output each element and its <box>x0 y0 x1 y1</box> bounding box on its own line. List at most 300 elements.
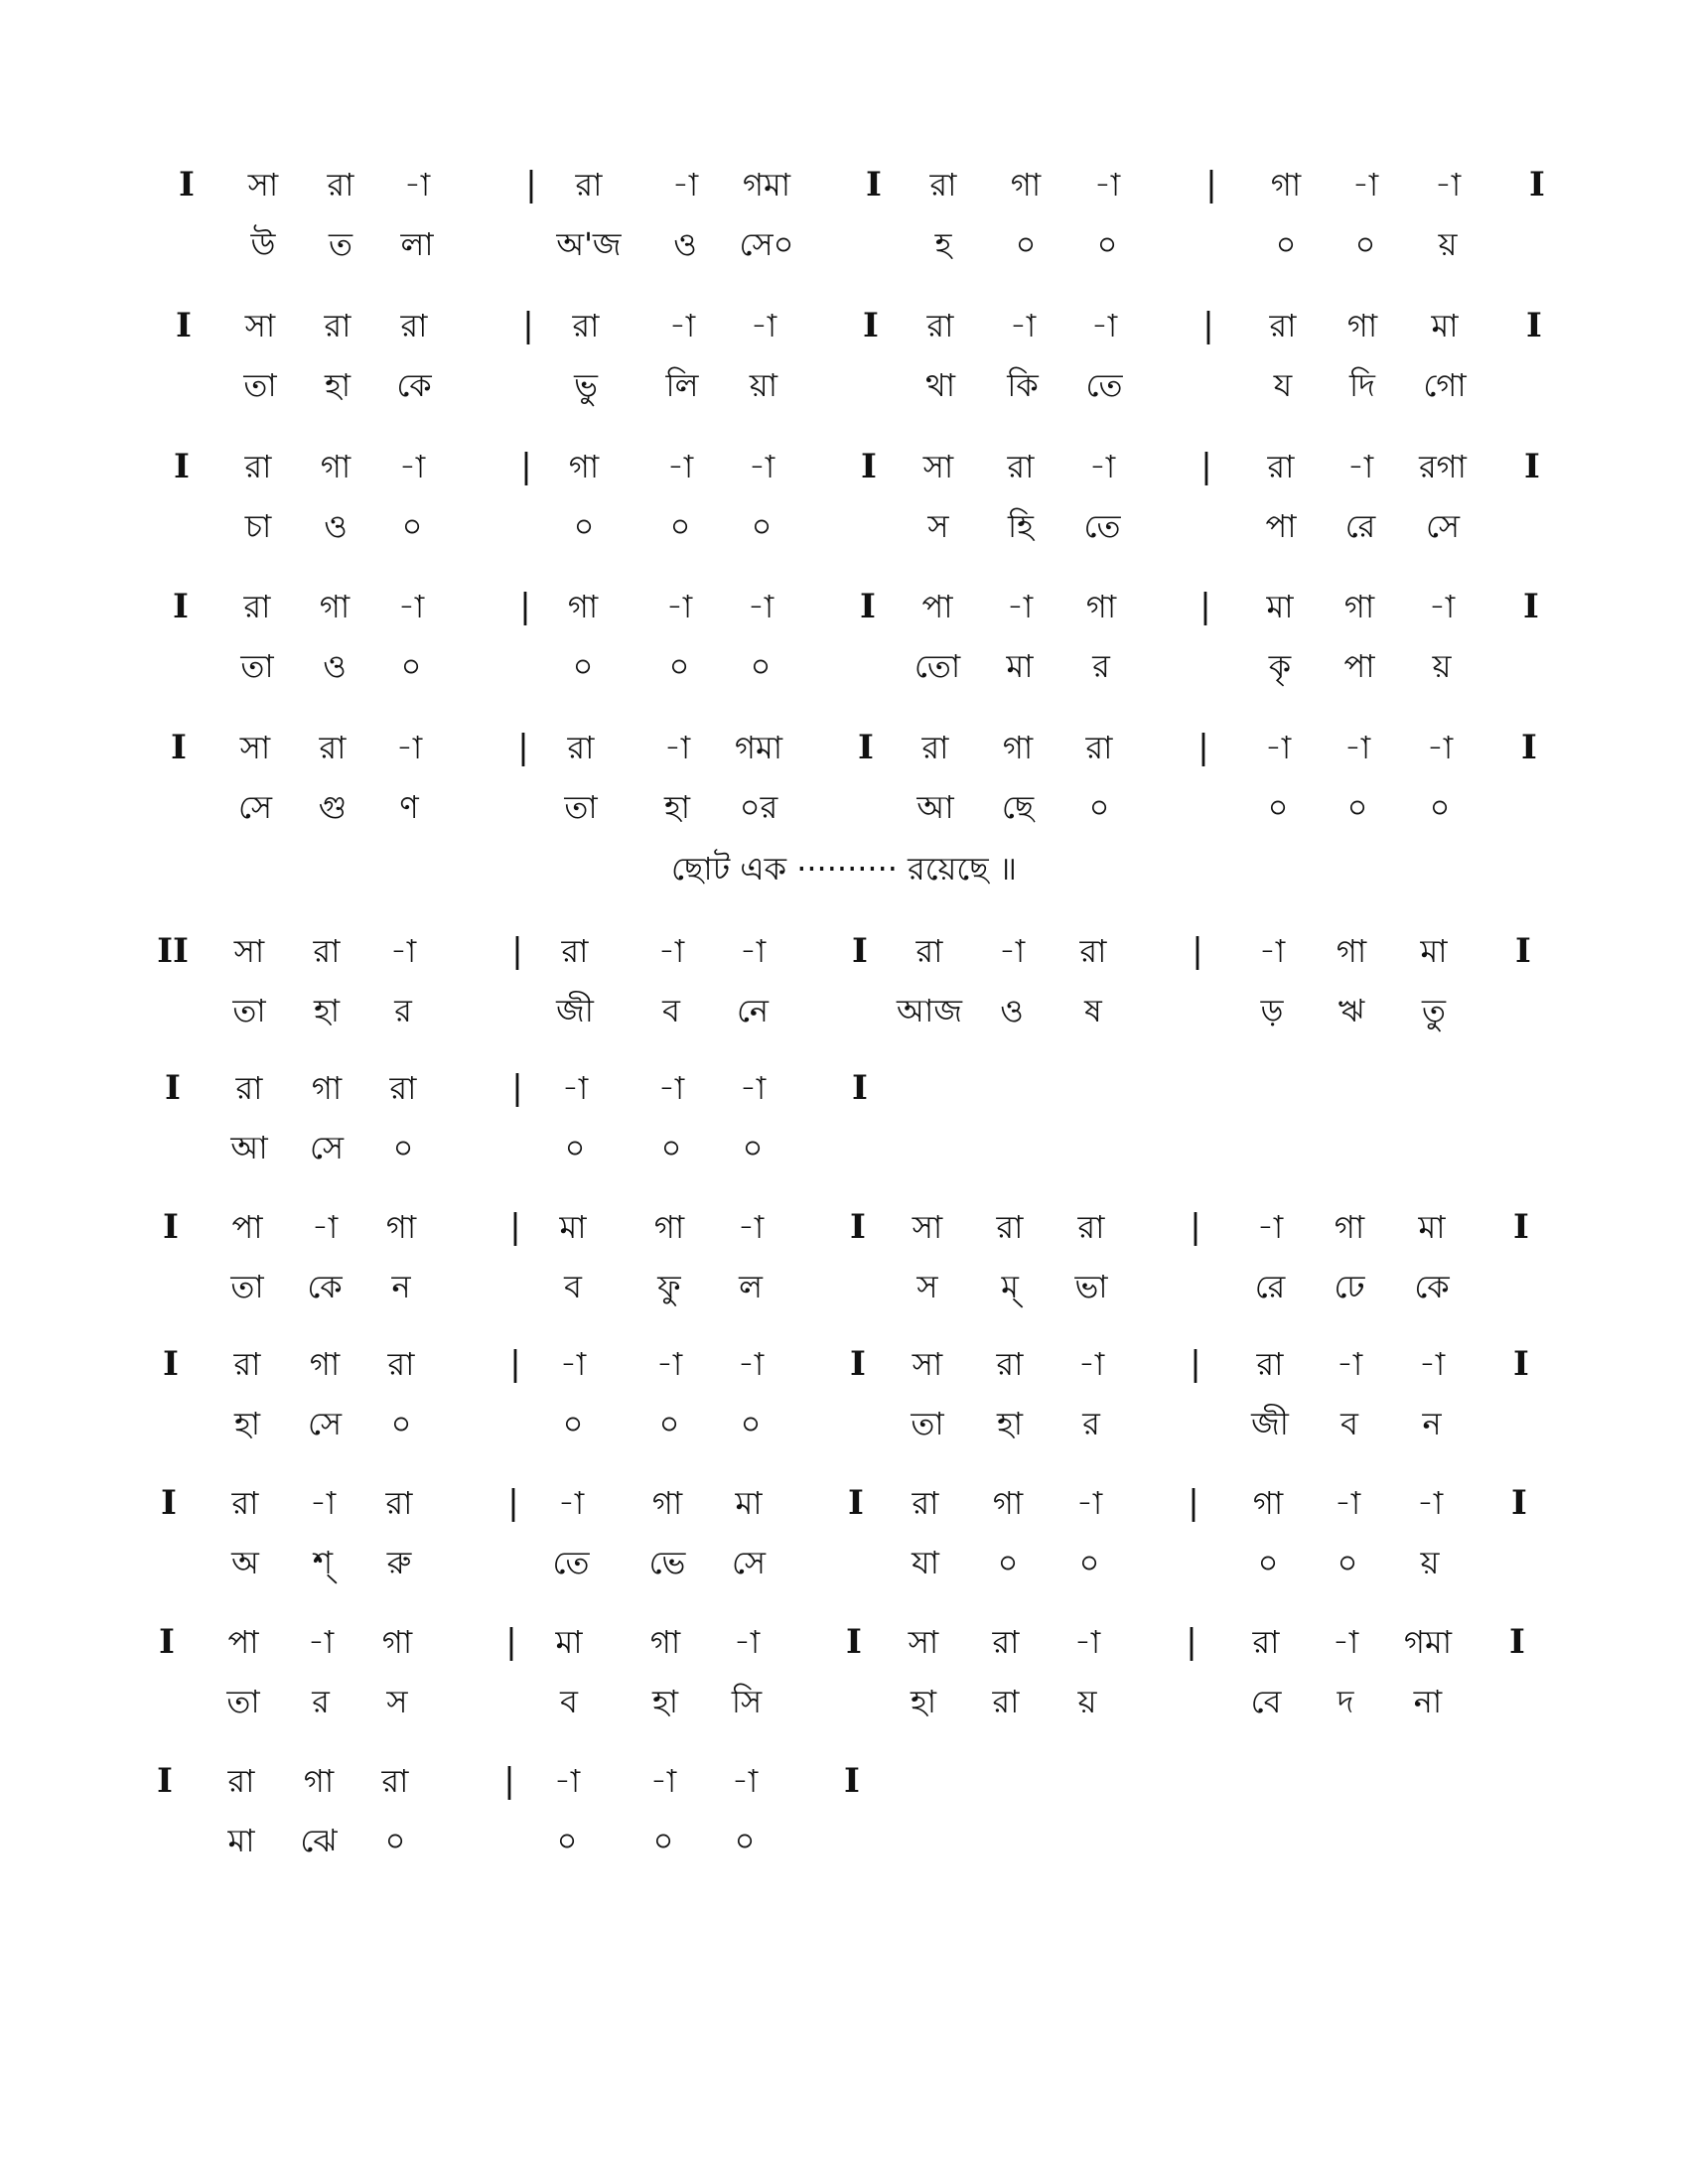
swara-note: রগা <box>1419 448 1467 485</box>
swara-note: রা <box>561 932 589 970</box>
lyric-syllable: তা <box>240 647 274 685</box>
lyric-syllable: রু <box>386 1544 412 1581</box>
beat-divider: | <box>1186 1622 1197 1662</box>
swara-note: রা <box>567 729 595 766</box>
measure-bar: I <box>157 1761 173 1801</box>
beat-divider: | <box>511 931 523 971</box>
swara-note: -া <box>1264 729 1292 766</box>
lyric-syllable: ব <box>662 992 680 1029</box>
swara-note: -া <box>1256 1208 1284 1246</box>
swara-note: গা <box>1085 588 1117 625</box>
swara-note: -া <box>666 448 694 485</box>
beat-divider: | <box>1202 306 1214 345</box>
lyric-syllable: ত <box>328 225 352 263</box>
swara-note: গা <box>567 588 599 625</box>
swara-note: রা <box>389 1069 417 1107</box>
swara-note: রা <box>996 1345 1024 1383</box>
beat-divider: | <box>505 1622 517 1662</box>
lyric-syllable: ০ <box>390 1405 412 1442</box>
lyric-syllable: ০ <box>564 1129 586 1166</box>
lyric-syllable: ০ <box>1346 788 1368 826</box>
swara-note: -া <box>307 1623 335 1661</box>
lyric-syllable: তা <box>230 1268 264 1305</box>
measure-bar: I <box>179 165 195 205</box>
swara-note: গা <box>1002 729 1034 766</box>
measure-bar: I <box>171 728 187 767</box>
lyric-syllable: ০ <box>669 507 691 545</box>
lyric-syllable: স <box>927 507 949 545</box>
swara-note: পা <box>227 1623 259 1661</box>
lyric-syllable: ও <box>323 647 347 685</box>
lyric-syllable: তা <box>243 366 277 404</box>
swara-note: গা <box>651 1484 683 1522</box>
beat-divider: | <box>517 728 529 767</box>
beat-divider: | <box>1192 931 1203 971</box>
swara-note: মা <box>1418 1208 1446 1246</box>
lyric-syllable: ০ <box>1267 788 1289 826</box>
swara-note: মা <box>555 1623 583 1661</box>
beat-divider: | <box>511 1068 523 1108</box>
lyric-syllable: ০ <box>1354 225 1376 263</box>
lyric-syllable: তে <box>552 1544 590 1581</box>
lyric-syllable: ন <box>1422 1405 1442 1442</box>
measure-bar: I <box>1513 1207 1529 1247</box>
lyric-syllable: সে <box>237 788 273 826</box>
measure-bar: I <box>860 587 876 626</box>
swara-note: -া <box>737 1345 765 1383</box>
swara-note: -া <box>395 729 423 766</box>
lyric-syllable: ও <box>673 225 697 263</box>
notation-block <box>0 712 1688 851</box>
swara-note: মা <box>735 1484 763 1522</box>
swara-note: গা <box>385 1208 417 1246</box>
swara-note: -া <box>1088 448 1116 485</box>
lyric-syllable: চা <box>244 507 272 545</box>
notation-block <box>0 1328 1688 1467</box>
swara-note: রা <box>1007 448 1035 485</box>
measure-bar: I <box>850 1344 866 1384</box>
swara-note: রা <box>926 307 954 344</box>
lyric-syllable: ল <box>739 1268 763 1305</box>
lyric-syllable: ০ <box>1088 788 1110 826</box>
swara-note: -া <box>657 1069 685 1107</box>
lyric-syllable: শ্ <box>312 1544 334 1581</box>
swara-note: -া <box>561 1069 589 1107</box>
lyric-syllable: ০ <box>668 647 690 685</box>
notation-block <box>0 1745 1688 1884</box>
lyric-syllable: আজ <box>897 992 962 1029</box>
lyric-syllable: য় <box>1420 1544 1440 1581</box>
lyric-syllable: ০ <box>1096 225 1118 263</box>
measure-bar: I <box>174 447 190 486</box>
lyric-syllable: হা <box>663 788 691 826</box>
beat-divider: | <box>503 1761 515 1801</box>
measure-bar: I <box>1529 165 1545 205</box>
swara-note: -া <box>1428 588 1456 625</box>
lyric-syllable: আ <box>916 788 954 826</box>
swara-note: -া <box>1418 1345 1446 1383</box>
swara-note: -া <box>1434 166 1462 204</box>
lyric-syllable: উ <box>250 225 276 263</box>
lyric-syllable: হা <box>324 366 352 404</box>
swara-note: রা <box>575 166 603 204</box>
lyric-line <box>0 783 1688 831</box>
lyric-syllable: ০ <box>742 1129 764 1166</box>
lyric-syllable: কে <box>307 1268 343 1305</box>
lyric-syllable: ও <box>1000 992 1024 1029</box>
measure-bar: I <box>161 1483 177 1523</box>
lyric-syllable: ০র <box>739 788 778 826</box>
interlude-line: ছোট এক ·········· রয়েছে ॥ <box>671 850 1017 887</box>
notation-block <box>0 915 1688 1054</box>
swara-note: সা <box>922 448 954 485</box>
lyric-syllable: র <box>394 992 412 1029</box>
lyric-syllable: হা <box>996 1405 1024 1442</box>
swara-note: -া <box>1332 1623 1359 1661</box>
swara-line <box>0 1340 1688 1388</box>
lyric-syllable: ঝে <box>300 1822 338 1859</box>
lyric-syllable: ০ <box>573 507 595 545</box>
swara-note: মা <box>1420 932 1448 970</box>
lyric-syllable: ০ <box>658 1405 680 1442</box>
lyric-syllable: তা <box>226 1683 260 1720</box>
lyric-syllable: ভু <box>574 366 598 404</box>
notation-block <box>0 431 1688 570</box>
lyric-syllable: ০ <box>652 1822 674 1859</box>
lyric-syllable: ০ <box>1257 1544 1279 1581</box>
lyric-syllable: য়া <box>749 366 778 404</box>
lyric-syllable: হা <box>313 992 341 1029</box>
swara-note: -া <box>1416 1484 1444 1522</box>
swara-note: সা <box>908 1623 939 1661</box>
measure-bar: II <box>157 931 189 971</box>
lyric-syllable: মা <box>227 1822 255 1859</box>
lyric-syllable: ০ <box>1078 1544 1100 1581</box>
lyric-syllable: হি <box>1008 507 1034 545</box>
swara-note: -া <box>737 1208 765 1246</box>
measure-bar: I <box>1526 306 1542 345</box>
lyric-syllable: পা <box>1265 507 1297 545</box>
lyric-syllable: দি <box>1349 366 1375 404</box>
swara-note: রা <box>313 932 341 970</box>
lyric-syllable: তা <box>911 1405 944 1442</box>
swara-note: -া <box>731 1762 759 1800</box>
lyric-syllable: জী <box>1251 1405 1289 1442</box>
lyric-syllable: জী <box>556 992 594 1029</box>
lyric-syllable: রে <box>1254 1268 1286 1305</box>
lyric-syllable: থা <box>924 366 955 404</box>
swara-note: রা <box>921 729 949 766</box>
swara-note: -া <box>1077 1345 1105 1383</box>
measure-bar: I <box>866 165 882 205</box>
swara-note: -া <box>403 166 431 204</box>
lyric-syllable: সে <box>309 1129 345 1166</box>
swara-note: পা <box>921 588 953 625</box>
lyric-syllable: ভা <box>1074 1268 1108 1305</box>
beat-divider: | <box>525 165 537 205</box>
swara-line <box>0 583 1688 630</box>
swara-note: রা <box>572 307 600 344</box>
measure-bar: I <box>858 728 874 767</box>
swara-note: গা <box>1336 932 1367 970</box>
measure-bar: I <box>163 1207 179 1247</box>
measure-bar: I <box>852 931 868 971</box>
swara-note: -া <box>668 307 696 344</box>
lyric-syllable: মা <box>1006 647 1034 685</box>
beat-divider: | <box>1188 1483 1199 1523</box>
lyric-syllable: ব <box>560 1683 578 1720</box>
lyric-line <box>0 1400 1688 1447</box>
lyric-syllable: ভে <box>648 1544 686 1581</box>
lyric-syllable: তে <box>1083 507 1121 545</box>
lyric-syllable: ব <box>1340 1405 1358 1442</box>
measure-bar: I <box>1524 447 1540 486</box>
lyric-syllable: তা <box>564 788 598 826</box>
swara-note: সা <box>912 1208 943 1246</box>
lyric-syllable: কি <box>1007 366 1039 404</box>
lyric-line <box>0 361 1688 409</box>
measure-bar: I <box>861 447 877 486</box>
lyric-syllable: লা <box>400 225 434 263</box>
swara-note: গা <box>1343 588 1375 625</box>
swara-note: গা <box>311 1069 343 1107</box>
swara-note: রা <box>244 448 272 485</box>
swara-line <box>0 1757 1688 1805</box>
lyric-syllable: ০ <box>734 1822 756 1859</box>
notation-block <box>0 1467 1688 1606</box>
notation-block <box>0 290 1688 429</box>
lyric-syllable: য <box>1273 366 1293 404</box>
lyric-syllable: বে <box>1250 1683 1282 1720</box>
swara-note: -া <box>389 932 417 970</box>
notation-block <box>0 149 1688 288</box>
swara-note: গা <box>1346 307 1378 344</box>
lyric-syllable: হা <box>910 1683 937 1720</box>
swara-note: রা <box>387 1345 415 1383</box>
swara-note: রা <box>1267 448 1295 485</box>
lyric-syllable: ছে <box>1001 788 1035 826</box>
lyric-syllable: যা <box>912 1544 939 1581</box>
beat-divider: | <box>520 447 532 486</box>
lyric-syllable: সে <box>731 1544 767 1581</box>
swara-note: -া <box>1090 307 1118 344</box>
lyric-syllable: রে <box>1344 507 1376 545</box>
swara-note: -া <box>397 588 425 625</box>
swara-note: -া <box>655 1345 683 1383</box>
swara-note: রা <box>327 166 354 204</box>
beat-divider: | <box>509 1344 521 1384</box>
swara-note: গা <box>320 448 352 485</box>
swara-note: রা <box>929 166 957 204</box>
lyric-syllable: ব <box>564 1268 582 1305</box>
swara-note: রা <box>1079 932 1107 970</box>
lyric-syllable: ফু <box>657 1268 681 1305</box>
lyric-syllable: আ <box>230 1129 268 1166</box>
lyric-syllable: সে০ <box>739 225 794 263</box>
lyric-syllable: ণ <box>399 788 419 826</box>
measure-bar: I <box>1523 587 1539 626</box>
lyric-syllable: না <box>1413 1683 1443 1720</box>
swara-note: রা <box>324 307 352 344</box>
swara-note: রা <box>915 932 943 970</box>
swara-note: -া <box>1343 729 1371 766</box>
lyric-syllable: দ <box>1336 1683 1354 1720</box>
lyric-syllable: ও <box>324 507 348 545</box>
swara-note: রা <box>227 1762 255 1800</box>
swara-note: -া <box>748 448 775 485</box>
beat-divider: | <box>522 306 534 345</box>
swara-note: -া <box>657 932 685 970</box>
lyric-syllable: নে <box>736 992 770 1029</box>
notation-block <box>0 1606 1688 1745</box>
measure-bar: I <box>1511 1483 1527 1523</box>
swara-note: -া <box>663 729 691 766</box>
lyric-syllable: তো <box>914 647 961 685</box>
measure-bar: I <box>848 1483 864 1523</box>
swara-line <box>0 1479 1688 1527</box>
measure-bar: I <box>852 1068 868 1108</box>
lyric-syllable: হ <box>934 225 952 263</box>
beat-divider: | <box>1197 728 1209 767</box>
swara-note: সা <box>244 307 276 344</box>
measure-bar: I <box>1513 1344 1529 1384</box>
lyric-syllable: ০ <box>750 647 772 685</box>
beat-divider: | <box>509 1207 521 1247</box>
swara-note: -া <box>1336 1345 1363 1383</box>
lyric-line <box>0 1539 1688 1586</box>
lyric-syllable: সি <box>731 1683 763 1720</box>
swara-note: রা <box>319 729 347 766</box>
measure-bar: I <box>159 1622 175 1662</box>
lyric-line <box>0 642 1688 690</box>
swara-line <box>0 443 1688 490</box>
beat-divider: | <box>1200 447 1212 486</box>
lyric-syllable: ০ <box>556 1822 578 1859</box>
lyric-syllable: ঢে <box>1334 1268 1365 1305</box>
lyric-syllable: পা <box>1343 647 1375 685</box>
swara-note: -া <box>1258 932 1286 970</box>
notation-block <box>0 1191 1688 1330</box>
swara-note: সা <box>233 932 265 970</box>
swara-note: -া <box>1006 588 1034 625</box>
lyric-syllable: ০ <box>1275 225 1297 263</box>
measure-bar: I <box>1515 931 1531 971</box>
lyric-syllable: স <box>916 1268 938 1305</box>
lyric-syllable: ০ <box>401 507 423 545</box>
lyric-syllable: ০ <box>740 1405 762 1442</box>
measure-bar: I <box>1509 1622 1525 1662</box>
measure-bar: I <box>844 1761 860 1801</box>
swara-note: -া <box>1009 307 1037 344</box>
lyric-line <box>0 1124 1688 1171</box>
lyric-syllable: ০ <box>392 1129 414 1166</box>
lyric-syllable: হা <box>651 1683 679 1720</box>
swara-note: -া <box>750 307 777 344</box>
swara-note: গমা <box>734 729 783 766</box>
measure-bar: I <box>863 306 879 345</box>
swara-note: মা <box>1431 307 1459 344</box>
lyric-syllable: ০ <box>1015 225 1037 263</box>
beat-divider: | <box>1199 587 1211 626</box>
lyric-syllable: ০ <box>751 507 773 545</box>
lyric-syllable: গু <box>318 788 348 826</box>
swara-note: পা <box>231 1208 263 1246</box>
measure-bar: I <box>850 1207 866 1247</box>
swara-line <box>0 161 1688 208</box>
lyric-syllable: ষ <box>1084 992 1102 1029</box>
lyric-syllable: য় <box>1438 225 1458 263</box>
swara-note: রা <box>235 1069 263 1107</box>
lyric-line <box>0 1263 1688 1310</box>
beat-divider: | <box>507 1483 519 1523</box>
measure-bar: I <box>1521 728 1537 767</box>
lyric-syllable: ন <box>391 1268 411 1305</box>
lyric-syllable: অ <box>231 1544 259 1581</box>
swara-note: রা <box>1077 1208 1105 1246</box>
swara-note: গা <box>992 1484 1024 1522</box>
swara-note: গা <box>319 588 351 625</box>
swara-note: -া <box>1351 166 1379 204</box>
swara-note: রা <box>1085 729 1113 766</box>
lyric-syllable: য় <box>1432 647 1452 685</box>
swara-note: -া <box>739 1069 767 1107</box>
lyric-syllable: গো <box>1423 366 1467 404</box>
lyric-syllable: সে <box>307 1405 343 1442</box>
swara-note: রা <box>992 1623 1020 1661</box>
lyric-syllable: র <box>312 1683 330 1720</box>
lyric-syllable: র <box>1082 1405 1100 1442</box>
swara-note: গা <box>649 1623 681 1661</box>
lyric-syllable: ০ <box>384 1822 406 1859</box>
swara-note: রা <box>1252 1623 1280 1661</box>
measure-bar: I <box>173 587 189 626</box>
lyric-syllable: ঋ <box>1337 992 1365 1029</box>
swara-note: -া <box>309 1484 337 1522</box>
lyric-syllable: লি <box>665 366 699 404</box>
swara-line <box>0 927 1688 975</box>
lyric-syllable: কে <box>1414 1268 1450 1305</box>
lyric-syllable: অ'জ <box>556 225 622 263</box>
swara-note: রা <box>243 588 271 625</box>
swara-note: গা <box>1334 1208 1365 1246</box>
swara-note: -া <box>1075 1484 1103 1522</box>
lyric-syllable: কৃ <box>1268 647 1292 685</box>
swara-note: -া <box>557 1484 585 1522</box>
swara-note: রা <box>912 1484 939 1522</box>
swara-note: গা <box>381 1623 413 1661</box>
swara-note: সা <box>239 729 271 766</box>
swara-note: -া <box>1093 166 1121 204</box>
beat-divider: | <box>1190 1344 1201 1384</box>
lyric-syllable: র <box>1092 647 1110 685</box>
swara-note: রা <box>1256 1345 1284 1383</box>
swara-note: গা <box>303 1762 335 1800</box>
swara-note: রা <box>1269 307 1297 344</box>
measure-bar: I <box>176 306 192 345</box>
swara-note: মা <box>559 1208 587 1246</box>
lyric-syllable: কে <box>396 366 432 404</box>
lyric-syllable: সে <box>1425 507 1461 545</box>
lyric-syllable: ০ <box>1336 1544 1358 1581</box>
swara-note: -া <box>1346 448 1374 485</box>
lyric-syllable: ০ <box>572 647 594 685</box>
lyric-line <box>0 220 1688 268</box>
lyric-syllable: ০ <box>660 1129 682 1166</box>
swara-note: গা <box>1252 1484 1284 1522</box>
swara-note: -া <box>733 1623 761 1661</box>
lyric-syllable: ম্ <box>1001 1268 1019 1305</box>
swara-note: -া <box>665 588 693 625</box>
